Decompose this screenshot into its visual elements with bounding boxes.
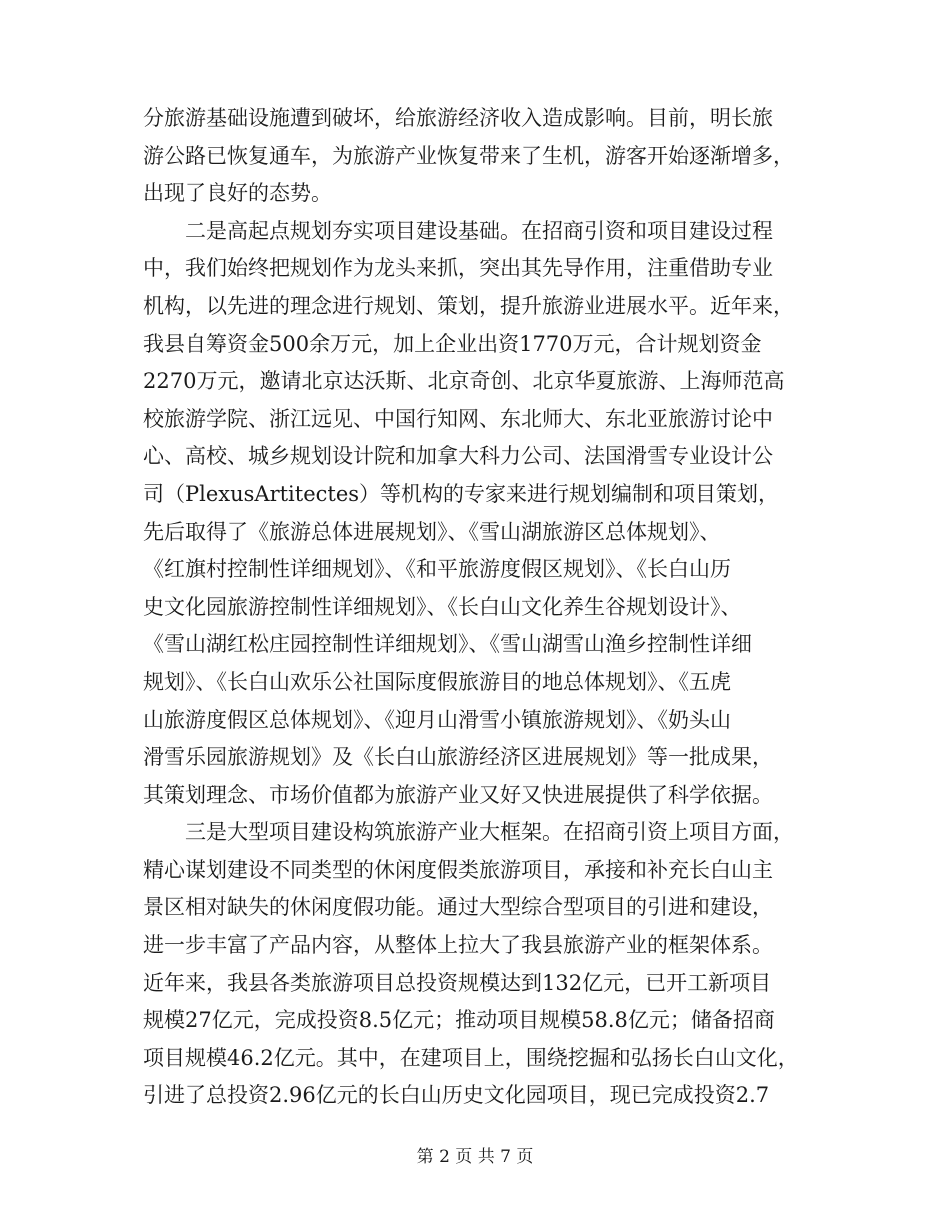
text-line: 中，我们始终把规划作为龙头来抓，突出其先导作用，注重借助专业 (143, 256, 773, 281)
text-line: 心、高校、城乡规划设计院和加拿大科力公司、法国滑雪专业设计公 (143, 444, 773, 469)
text-line: 校旅游学院、浙江远见、中国行知网、东北师大、东北亚旅游讨论中 (143, 406, 773, 431)
text-line: 滑雪乐园旅游规划》及《长白山旅游经济区进展规划》等一批成果， (143, 745, 773, 770)
text-line: 进一步丰富了产品内容，从整体上拉大了我县旅游产业的框架体系。 (143, 933, 773, 958)
text-line: 引进了总投资2.96亿元的长白山历史文化园项目，现已完成投资2.7 (143, 1083, 770, 1108)
text-line: 2270万元，邀请北京达沃斯、北京奇创、北京华夏旅游、上海师范高 (143, 369, 785, 394)
text-line: 近年来，我县各类旅游项目总投资规模达到132亿元，已开工新项目 (143, 970, 772, 995)
text-line: 分旅游基础设施遭到破坏，给旅游经济收入造成影响。目前，明长旅 (143, 106, 773, 130)
text-line: 机构，以先进的理念进行规划、策划，提升旅游业进展水平。近年来， (143, 293, 794, 318)
text-line: 景区相对缺失的休闲度假功能。通过大型综合型项目的引进和建设， (143, 895, 773, 920)
text-line: 出现了良好的态势。 (143, 181, 332, 206)
paragraph-start-line: 三是大型项目建设构筑旅游产业大框架。在招商引资上项目方面， (185, 820, 794, 845)
text-line: 规模27亿元，完成投资8.5亿元；推动项目规模58.8亿元；储备招商 (143, 1008, 775, 1033)
text-line: 史文化园旅游控制性详细规划》、《长白山文化养生谷规划设计》、 (143, 594, 742, 619)
text-line: 项目规模46.2亿元。其中，在建项目上，围绕挖掘和弘扬长白山文化， (143, 1045, 799, 1070)
page-number-footer: 第 2 页 共 7 页 (416, 1147, 534, 1167)
body-text (143, 100, 823, 1115)
text-line: 山旅游度假区总体规划》、《迎月山滑雪小镇旅游规划》、《奶头山 (143, 707, 731, 732)
text-line: 先后取得了《旅游总体进展规划》、《雪山湖旅游区总体规划》、 (143, 519, 721, 544)
text-line: 《雪山湖红松庄园控制性详细规划》、《雪山湖雪山渔乡控制性详细 (143, 632, 752, 657)
text-line: 我县自筹资金500余万元，加上企业出资1770万元，合计规划资金 (143, 331, 762, 356)
text-line: 其策划理念、市场价值都为旅游产业又好又快进展提供了科学依据。 (143, 782, 773, 807)
text-line: 规划》、《长白山欢乐公社国际度假旅游目的地总体规划》、《五虎 (143, 669, 731, 694)
text-line: 《红旗村控制性详细规划》、《和平旅游度假区规划》、《长白山历 (143, 557, 731, 582)
text-line: 司（PlexusArtitectes）等机构的专家来进行规划编制和项目策划， (143, 481, 780, 506)
paragraph-start-line: 二是高起点规划夯实项目建设基础。在招商引资和项目建设过程 (185, 218, 773, 243)
text-line: 游公路已恢复通车，为旅游产业恢复带来了生机，游客开始逐渐增多， (143, 143, 794, 168)
text-line: 精心谋划建设不同类型的休闲度假类旅游项目，承接和补充长白山主 (143, 857, 773, 882)
